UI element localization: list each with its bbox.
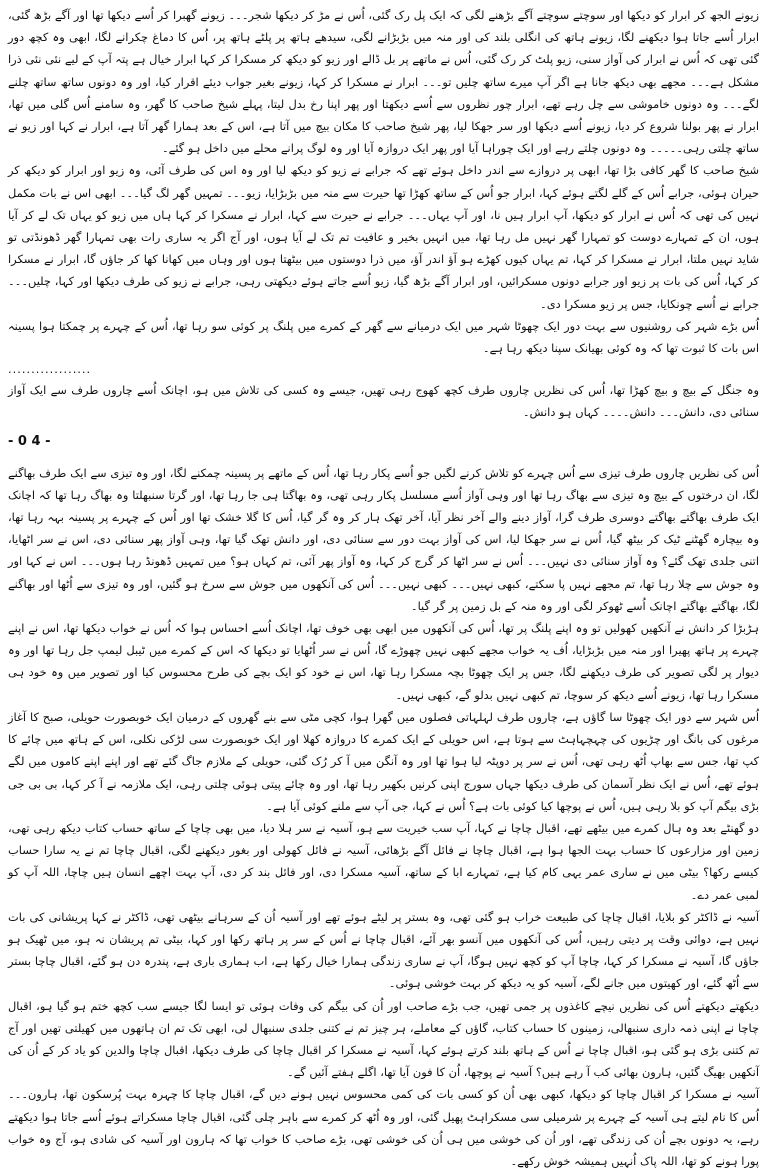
page-number: - 0 4 -	[8, 433, 51, 449]
paragraph-nightmare-intro: اُس بڑے شہر کی روشنیوں سے بہت دور ایک چھوٹا شہر میں ایک درمیانے سے گھر کے کمرے میں پلنگ پر کوئی سو رہا تھا، اُس کے چہرے پر چمکتا ہوا پسینہ اس بات کا ثبوت تھا کہ وہ کوئی بھیانک سپنا دیکھ رہا ہے۔	[8, 318, 759, 356]
paragraph-waking: ہڑبڑا کر دانش نے آنکھیں کھولیں تو وہ اپنے پلنگ پر تھا، اُس کی آنکھوں میں ابھی بھی خوف تھا، اچانک اُسے احساس ہوا کہ اُس نے خواب دیکھا تھا، اس نے اپنے چہرے پر ہاتھ پھیرا اور منہ میں بڑبڑایا، اُف یہ خواب مجھے کبھی نہیں چھوڑے گا، اُس نے سر اُٹھایا تو دیکھا کہ اس کے کمرے میں ٹیبل لیمپ جل رہا تھا اور وہ دیوار پر لگی تصویر کی طرف دیکھنے لگا، جس پر ایک چھوٹا بچہ مسکرا رہا تھا، اس نے خود کو ایک بچے کی طرح محسوس کیا اور تصویر میں وہ خود ہی مسکرا رہا تھا، زیونے اُسے دیکھ کر سوچا، تم کبھی نہیں بدلو گے، کبھی نہیں۔	[8, 621, 759, 702]
paragraph-accounts: دو گھنٹے بعد وہ ہال کمرے میں بیٹھے تھے، اقبال چاچا نے کہا، آپ سب خیریت سے ہو، آسیہ نے سر ہلا دیا، میں بھی چاچا کے ساتھ حساب کتاب دیکھ رہی تھی، زمین اور مزارعوں کا حساب بہت الجھا ہوا ہے، اقبال چاچا نے فائل آگے بڑھائی، آسیہ نے فائل کھولی اور بغور دیکھنے لگی، اقبال چاچا تم نے یہ سارا حساب کیسے رکھا؟ بیٹی میں نے ساری عمر یہی کام کیا ہے، تمہارے ابا کے ساتھ، آسیہ مسکرا دی، اور فائل بند کر دی، آپ بہت اچھے انسان ہیں چاچا، اللہ آپ کو لمبی عمر دے۔	[8, 820, 759, 902]
paragraph-haroon: آسیہ نے مسکرا کر اقبال چاچا کو دیکھا، کبھی بھی اُن کو کسی بات کی کمی محسوس نہیں ہونے دیں گے، اقبال چاچا کا چہرہ بہت پُرسکون تھا، ہارون۔۔۔ اُس کا نام لیتے ہی آسیہ کے چہرے پر شرمیلی سی مسکراہٹ پھیل گئی، اور وہ اُٹھ کر کمرے سے باہر چلی گئی، اقبال چاچا مسکراتے ہوئے اُسے جاتا ہوا دیکھتے رہے، یہ دونوں بچے اُن کی زندگی تھے، اور اُن کی خوشی میں ہی اُن کی خوشی تھی، بڑے صاحب کا خواب تھا کہ ہارون اور آسیہ کی شادی ہو، آج وہ خواب پورا ہونے کو تھا، اللہ پاک اُنہیں ہمیشہ خوش رکھے۔	[8, 1087, 759, 1168]
novel-page	[8, 4, 759, 1168]
scene-break-dots: ..................	[8, 362, 92, 377]
paragraph-memories: دیکھتے دیکھتے اُس کی نظریں نیچے کاغذوں پر جمی تھیں، جب بڑے صاحب اور اُن کی بیگم کی وفات ہوئی تو ایسا لگا جیسے سب کچھ ختم ہو گیا ہو، اقبال چاچا نے اپنی ذمہ داری سنبھالی، زمینوں کا حساب کتاب، گاؤں کے معاملے، ہر چیز تم نے کتنی جلدی سنبھال لی، ابھی تک تم ان ہاتھوں میں کھیلتی تھیں اور آج تم کتنی بڑی ہو گئی ہو، اقبال چاچا نے اُس کے ہاتھ بلند کرتے ہوئے کہا، آسیہ نے مسکرا کر اقبال چاچا کی طرف دیکھا، اقبال چاچا والدین کو یاد کر کے اُن کی آنکھیں بھیگ گئیں، ہارون بھائی کب آ رہے ہیں؟ آسیہ نے پوچھا، اُن کا فون آیا تھا، اگلے ہفتے آئیں گے۔	[8, 998, 759, 1080]
paragraph-sheikh-house: شیخ صاحب کا گھر کافی بڑا تھا، ابھی پر دروازے سے اندر داخل ہوئے تھے کہ جرابے نے زیو کو دیکھ لیا اور وہ اس کی طرف آئی، وہ زیو اور ابرار کو دیکھ کر حیران ہوئی، جرابے اُس کے گلے لگتے ہوئے کہا، ابرار جو اُس کے ساتھ کھڑا تھا حیرت سے منہ میں بڑبڑایا، زیو۔۔۔ تمہیں گھر لگ گیا۔۔۔ ابھی اس نے بات مکمل نہیں کی تھی کہ اُس نے ابرار کو دیکھا، آپ ابرار ہیں نا، اور آپ یہاں۔۔۔ جرابے نے حیرت سے کہا، ابرار نے مسکرا کر کہا ہاں میں زیو کو یہاں تک لے کر آیا ہوں، ان کے تمہارے دوست کو تمہارا گھر نہیں مل رہا تھا، میں انہیں بخیر و عافیت تم تک لے آیا ہوں، اور آج اگر یہ ساری رات بھی تمہارا گھر ڈھونڈتی تو شاید نہیں ملتا، ابرار نے مسکرا کر کہا، تم یہاں کیوں کھڑے ہو آؤ اندر آؤ، میں ذرا دوستوں میں بیٹھتا ہوں اور وہاں میں کھانا کھا کر جاؤں گا، ابرار نے مسکرا کر کہا، اُس کی بات پر زیو اور جرابے دونوں مسکرائیں، اور ابرار آگے بڑھ گیا، زیو اُسے جاتے ہوئے دیکھتی رہی، جرابے نے زیو کی طرف دیکھا اور کہا، چلیں۔۔۔ جرابے نے اُسے چونکایا، جس پر زیو مسکرا دی۔	[8, 163, 759, 311]
paragraph-village: اُس شہر سے دور ایک چھوٹا سا گاؤں ہے، چاروں طرف لہلہاتی فصلوں میں گھرا ہوا، کچی مٹی سے بنے گھروں کے درمیان ایک خوبصورت حویلی، صبح کا آغاز مرغوں کی بانگ اور چڑیوں کی چہچہاہٹ سے ہوتا ہے، اس حویلی کے ایک کمرے کا دروازہ کھلا اور ایک خوبصورت سی لڑکی نکلی، اس کے ہاتھ میں چائے کا کپ تھا، جس سے بھاپ اُٹھ رہی تھی، اُس نے سر پر دوپٹہ لیا ہوا تھا اور وہ آنگن میں آ کر رُک گئی، حویلی کے ملازم جاگ گئے تھے اور اپنے اپنے کاموں میں لگے ہوئے تھے، اُس نے ایک نظر آسمان کی طرف دیکھا جہاں سورج اپنی کرنیں بکھیر رہا تھا، اور وہ چائے پیتی ہوئی چلتی رہی، ایک ملازمہ نے آ کر کہا، بی بی جی بڑی بیگم آپ کو بلا رہی ہیں، اُس نے پوچھا کیا کوئی بات ہے؟ اُس نے کہا، جی آپ سے ملنے کوئی آیا ہے۔	[8, 709, 759, 813]
paragraph-chase: اُس کی نظریں چاروں طرف تیزی سے اُس چہرے کو تلاش کرنے لگیں جو اُسے پکار رہا تھا، اُس کے ماتھے پر پسینہ چمکنے لگا، اور وہ تیزی سے ایک طرف بھاگنے لگا، ان درختوں کے بیچ وہ تیزی سے بھاگ رہا تھا اور وہی آواز اُسے مسلسل پکار رہی تھی، وہ بھاگتا ہی جا رہا تھا، اور گرتا سنبھلتا وہ بھاگ رہا تھا کہ اچانک ایک طرف بھاگتے بھاگتے دوسری طرف گرا، آواز دینے والے آخر نظر آیا، آخر تھک ہار کر وہ گر گیا، اُس کا گلا خشک تھا اور اُس کے چہرے پر پسینہ بہہ رہا تھا، وہ بیچارہ گھٹنے ٹیک کر بیٹھ گیا، اُس نے سر جھکا لیا، اس کی آواز بہت دور سے سنائی دی، اور دانش تھک گیا تھا، وہی آواز پھر سنائی دی، اس نے سر اٹھایا، اتنی جلدی تھک گئے؟ وہ آواز سنائی دی نہیں۔۔۔ اُس نے سر اٹھا کر گرج کر کہا، وہ آواز پھر آئی، تم کہاں ہو؟ میں تمہیں ڈھونڈ رہا ہوں۔۔۔ اس نے کہا اور وہ جوش سے چلا رہا تھا، تم مجھے نہیں پا سکتے، کبھی نہیں۔۔۔ کبھی نہیں۔۔۔ اُس کی آنکھوں میں جوش سے سرخ ہو گئیں، اور وہ تیزی سے اُٹھا اور بھاگنے لگا، بھاگتے بھاگتے اچانک اُسے ٹھوکر لگی اور وہ منہ کے بل زمین پر گر گیا۔	[8, 465, 759, 613]
paragraph-forest-dream: وہ جنگل کے بیچ و بیچ کھڑا تھا، اُس کی نظریں چاروں طرف کچھ کھوج رہی تھیں، جیسے وہ کسی کی تلاش میں ہو، اچانک اُسے چاروں طرف سے ایک آواز سنائی دی، دانش۔۔۔ دانش۔۔۔۔ کہاں ہو دانش۔	[8, 383, 759, 420]
paragraph-illness: آسیہ نے ڈاکٹر کو بلایا، اقبال چاچا کی طبیعت خراب ہو گئی تھی، وہ بستر پر لیٹے ہوئے تھے اور آسیہ اُن کے سرہانے بیٹھی تھی، ڈاکٹر نے کہا پریشانی کی بات نہیں ہے، دوائی وقت پر دیتی رہیں، اُس کی آنکھوں میں آنسو بھر آئے، اقبال چاچا نے اُس کے سر پر ہاتھ رکھا اور کہا، بیٹی تم پریشان نہ ہو، میں ٹھیک ہو جاؤں گا، آسیہ نے مسکرا کر کہا، چاچا آپ کو کچھ نہیں ہوگا، آپ نے ساری زندگی ہمارا خیال رکھا ہے، اب ہماری باری ہے، پندرہ دن ہو گئے، اقبال چاچا بستر سے اُٹھ گئے، اور کھیتوں میں جانے لگے، آسیہ کو یہ دیکھ کر بہت خوشی ہوئی۔	[8, 909, 759, 991]
paragraph-arrival: زیونے الجھ کر ابرار کو دیکھا اور سوچتے سوچتے آگے بڑھنے لگی کہ ایک پل رک گئی، اُس نے مڑ کر دیکھا شجر۔۔۔ زیونے گھبرا کر اُسے دیکھا تھا اور آگے بڑھ گئی، ابرار اُسے جاتا ہوا دیکھنے لگا، زیونے ہاتھ کی انگلی بلند کی اور منہ میں بڑبڑانے لگی، سیدھے ہاتھ پر پلٹے ہاتھ پر، اُس کا دماغ چکرانے لگا، ابھی وہ کچھ دور گئی تھی کہ اُس نے ابرار کی آواز سنی، زیو پلٹ کر رک گئی، اُس نے ماتھے پر بل ڈالے اور زیو کو دیکھ کر مسکرا کر کہا ابرار خیال ہے پتہ آپ کے لیے نئی نئی ذرا مشکل ہے۔۔۔ مجھے بھی دیکھ جانا ہے اگر آپ میرے ساتھ چلیں تو۔۔۔ ابرار نے مسکرا کر کہا، زیونے بغیر جواب دیئے اقرار کیا، اور وہ دونوں ساتھ ساتھ چلنے لگے۔۔۔ وہ دونوں خاموشی سے چل رہے تھے، ابرار چور نظروں سے اُسے دیکھتا اور پھر اپنا رخ بدل لیتا، پہلے شیخ صاحب کا گھر، وہ سامنے اُس گلی میں تھا، ابرار نے پھر بولنا شروع کر دیا، زیونے اُسے دیکھا اور سر جھکا لیا، پھر شیخ صاحب کا مکان بیچ میں آتا ہے، اس کے بعد ہمارا گھر آتا ہے، ابرار نے کہا اور زیو نے ساتھ چلتی رہی۔۔۔۔۔ وہ دونوں چلتے رہے اور ایک چوراہا آیا اور پھر ایک دروازہ آیا اور وہ لوگ پرانے محلے میں داخل ہو گئے۔	[8, 8, 759, 156]
